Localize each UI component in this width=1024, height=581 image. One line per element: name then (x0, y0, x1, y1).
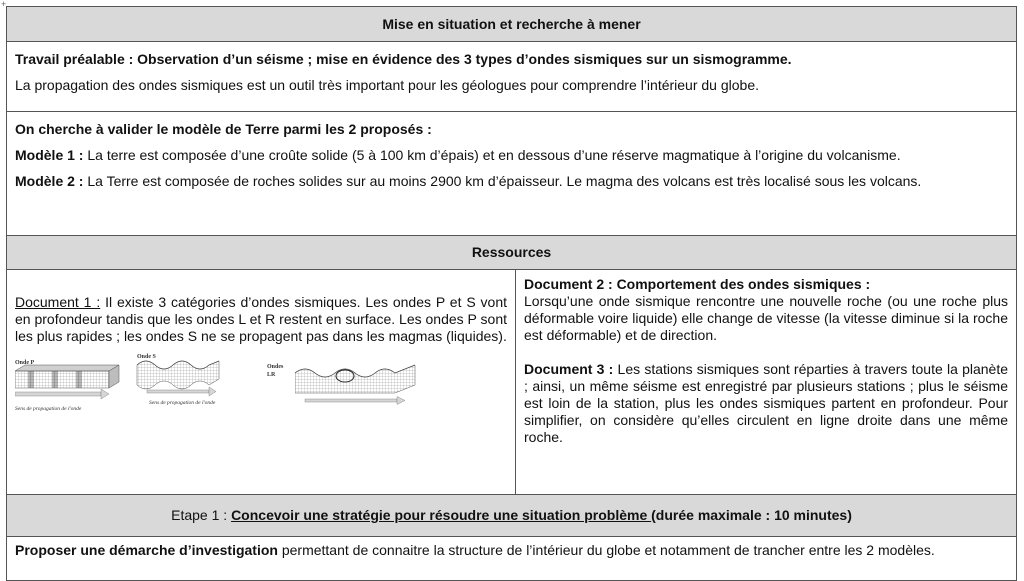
document-2-text: Lorsqu’une onde sismique rencontre une nouvelle roche (ou une roche plus déformable voire liquide) elle change de vitesse (la vitesse diminue si la roche est déformable) et de direction. (524, 293, 1009, 343)
resources-title: Ressources (471, 244, 552, 260)
document-1-cell (7, 270, 516, 495)
document-3-text: Les stations sismiques sont réparties à travers toute la planète ; ainsi, un même séisme est enregistré par plusieurs stations ; plus le séisme est loin de la station, plus les ondes sismiques partent en profondeur. Pour simplifier, on considère qu’elles circulent en ligne droite dans une même roche. (524, 361, 1009, 445)
travail-prealable-cell (7, 42, 1017, 112)
documents-2-3-cell (516, 270, 1017, 495)
models-cell (7, 112, 1017, 236)
lr-wave-label-line1: Ondes (267, 364, 284, 370)
document-1 (15, 294, 507, 345)
document-2-label: Document 2 : Comportement des ondes sismiques : (524, 276, 871, 292)
etape-1-suffix: (durée maximale : 10 minutes) (651, 507, 852, 523)
lr-wave-diagram (295, 355, 425, 417)
etape-1-title: Concevoir une stratégie pour résoudre une situation problème (231, 507, 652, 523)
model-2-text: La Terre est composée de roches solides sur au moins 2900 km d’épaisseur. Le magma des volcans est très localisé sous les volcans. (83, 173, 922, 189)
model-2-label: Modèle 2 : (15, 173, 84, 189)
document-3-label: Document 3 : (524, 361, 614, 377)
models-question: On cherche à valider le modèle de Terre parmi les 2 proposés : (15, 121, 432, 137)
p-wave-label: Onde P (15, 360, 35, 366)
section-header-etape-1 (7, 495, 1017, 537)
section-header-resources (7, 236, 1017, 270)
travail-prealable-label: Travail préalable : Observation d’un séisme ; mise en évidence des 3 types d’ondes sismiques sur un sismogramme. (15, 51, 792, 67)
document-3 (524, 361, 1008, 446)
lr-wave-label-line2: LR (267, 372, 276, 378)
etape-1-prefix: Etape 1 : (171, 507, 232, 523)
model-2 (15, 173, 1008, 190)
p-wave-caption: Sens de propagation de l'onde (15, 406, 82, 412)
document-1-label: Document 1 : (15, 294, 101, 310)
travail-prealable-text: La propagation des ondes sismiques est un outil très important pour les géologues pour comprendre l’intérieur du globe. (15, 77, 760, 93)
document-1-text: Il existe 3 catégories d’ondes sismiques. Les ondes P et S vont en profondeur tandis que les ondes L et R restent en surface. Les ondes P sont les plus rapides ; les ondes S ne se propagent pas dans les magmas (liquides). (15, 294, 508, 344)
etape-1-task-cell (7, 537, 1017, 581)
model-1-label: Modèle 1 : (15, 147, 84, 163)
etape-1-task-label: Proposer une démarche d’investigation (15, 542, 278, 558)
section-header-situation (7, 7, 1017, 42)
model-1 (15, 147, 1008, 164)
s-wave-caption: Sens de propagation de l'onde (149, 400, 216, 406)
table-anchor-mark: + (1, 0, 7, 9)
etape-1-task-text: permettant de connaitre la structure de l’intérieur du globe et notamment de trancher entre les 2 modèles. (277, 542, 935, 558)
activity-table (6, 6, 1017, 581)
etape-1-task (15, 542, 1008, 559)
section-title: Mise en situation et recherche à mener (382, 15, 641, 32)
model-1-text: La terre est composée d’une croûte solide (5 à 100 km d’épais) et en dessous d’une réserve magmatique à l’origine du volcanisme. (83, 147, 901, 163)
seismic-waves-figure (15, 355, 507, 417)
s-wave-label: Onde S (137, 354, 156, 360)
activity-sheet (6, 6, 1016, 581)
